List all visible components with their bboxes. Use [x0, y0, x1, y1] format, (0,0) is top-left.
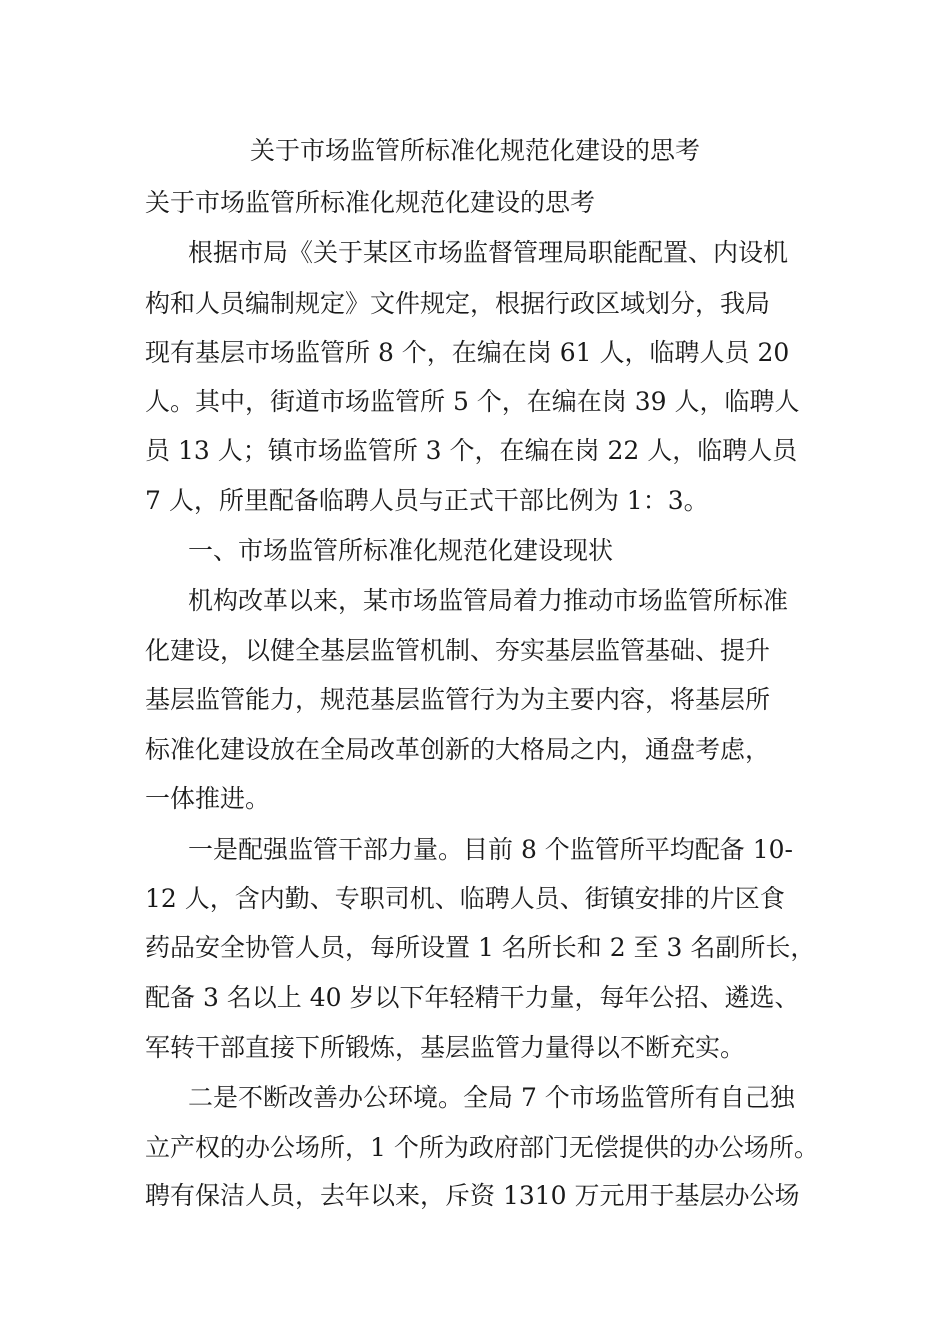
paragraph-line: 配备 3 名以上 40 岁以下年轻精干力量，每年公招、遴选、 — [145, 983, 800, 1012]
paragraph-line: 聘有保洁人员，去年以来，斥资 1310 万元用于基层办公场 — [145, 1181, 800, 1210]
paragraph-line: 12 人，含内勤、专职司机、临聘人员、街镇安排的片区食 — [145, 884, 785, 913]
paragraph-line: 7 人，所里配备临聘人员与正式干部比例为 1：3。 — [145, 486, 709, 515]
paragraph-line: 二是不断改善办公环境。全局 7 个市场监管所有自己独 — [188, 1083, 795, 1112]
paragraph-line: 人。其中，街道市场监管所 5 个，在编在岗 39 人，临聘人 — [145, 387, 800, 416]
document-title: 关于市场监管所标准化规范化建设的思考 — [249, 136, 700, 165]
paragraph-line: 现有基层市场监管所 8 个，在编在岗 61 人，临聘人员 20 — [145, 338, 790, 367]
paragraph-line: 药品安全协管人员，每所设置 1 名所长和 2 至 3 名副所长， — [145, 933, 816, 962]
paragraph-line: 构和人员编制规定》文件规定，根据行政区域划分，我局 — [145, 289, 771, 318]
paragraph-line: 化建设，以健全基层监管机制、夯实基层监管基础、提升 — [145, 636, 771, 665]
document-subtitle: 关于市场监管所标准化规范化建设的思考 — [145, 188, 596, 217]
paragraph-line: 标准化建设放在全局改革创新的大格局之内，通盘考虑， — [145, 735, 771, 764]
paragraph-line: 一是配强监管干部力量。目前 8 个监管所平均配备 10- — [188, 835, 794, 864]
paragraph-line: 机构改革以来，某市场监管局着力推动市场监管所标准 — [188, 586, 789, 615]
paragraph-line: 军转干部直接下所锻炼，基层监管力量得以不断充实。 — [145, 1033, 746, 1062]
paragraph-line: 一体推进。 — [145, 784, 271, 813]
paragraph-line: 立产权的办公场所，1 个所为政府部门无偿提供的办公场所。 — [145, 1133, 819, 1162]
paragraph-line: 基层监管能力，规范基层监管行为为主要内容，将基层所 — [145, 685, 771, 714]
section-heading: 一、市场监管所标准化规范化建设现状 — [188, 536, 614, 565]
paragraph-line: 员 13 人；镇市场监管所 3 个，在编在岗 22 人，临聘人员 — [145, 436, 798, 465]
paragraph-line: 根据市局《关于某区市场监督管理局职能配置、内设机 — [188, 238, 789, 267]
